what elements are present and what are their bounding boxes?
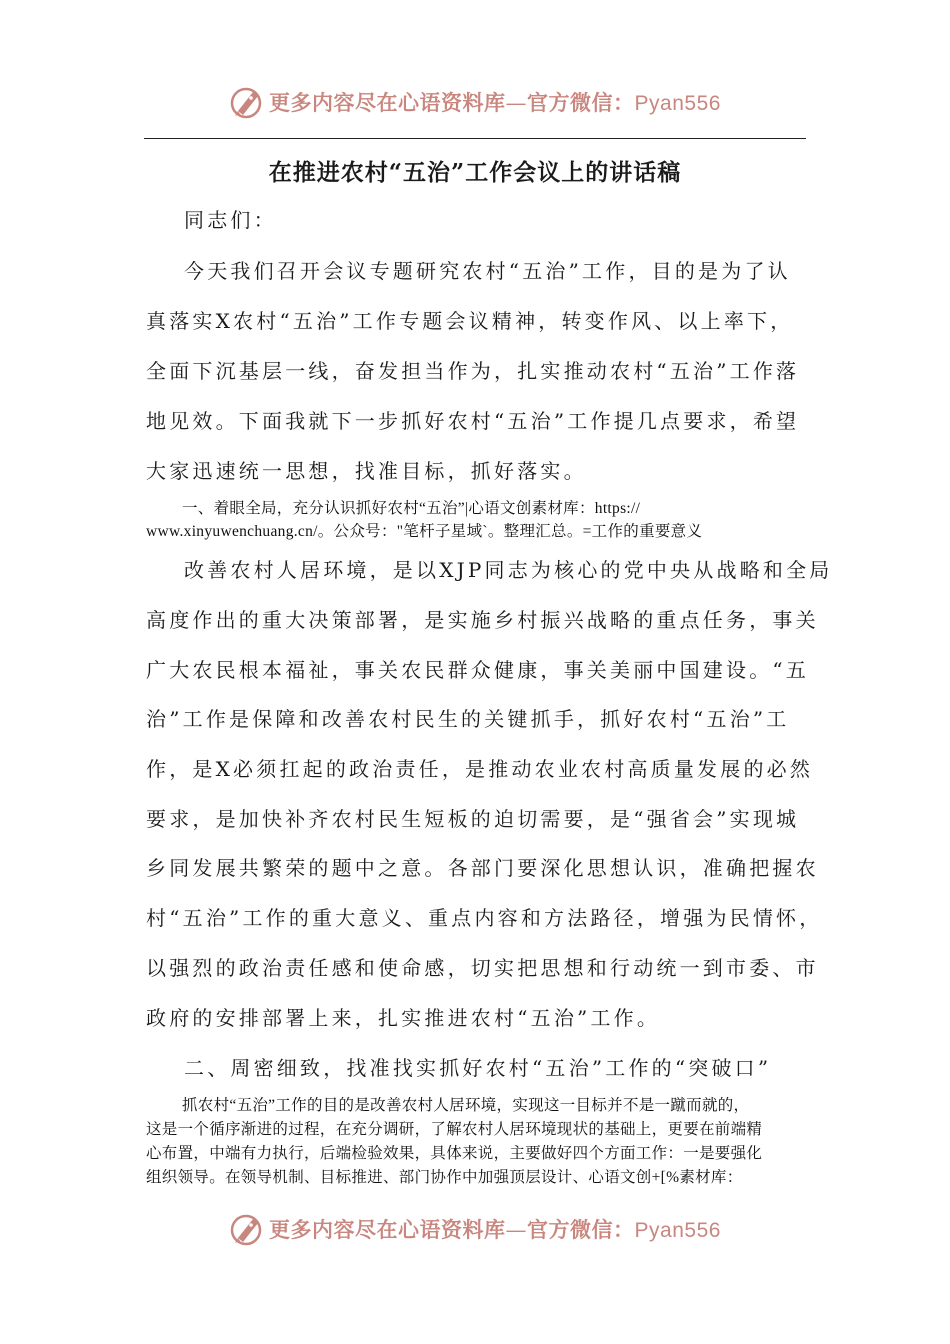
banner-text [269, 1214, 721, 1244]
pen-nib-logo-icon [229, 1211, 265, 1247]
section-2-paragraph [146, 1094, 806, 1190]
banner-slogan: 更多内容尽在心语资料库 [269, 1217, 506, 1242]
paragraph-line: 治”工作是保障和改善农村民生的关键抓手，抓好农村“五治”工 [146, 707, 790, 731]
paragraph-line: 政府的安排部署上来，扎实推进农村“五治”工作。 [146, 1006, 661, 1030]
paragraph-line: 地见效。下面我就下一步抓好农村“五治”工作提几点要求，希望 [146, 409, 800, 433]
paragraph-line: 以强烈的政治责任感和使命感，切实把思想和行动统一到市委、市 [146, 956, 819, 980]
section-heading-2: 二、周密细致，找准找实抓好农村“五治”工作的“突破口” [184, 1056, 772, 1080]
header-watermark-banner [0, 82, 950, 122]
paragraph-line: 要求，是加快补齐农村民生短板的迫切需要，是“强省会”实现城 [146, 807, 800, 831]
footer-watermark-banner [0, 1209, 950, 1249]
paragraph-line: 这是一个循序渐进的过程，在充分调研，了解农村人居环境现状的基础上，更要在前端精 [146, 1121, 763, 1138]
banner-separator: — [505, 91, 528, 115]
paragraph-line: 高度作出的重大决策部署，是实施乡村振兴战略的重点任务，事关 [146, 608, 819, 632]
banner-account: Pyan556 [634, 92, 721, 115]
paragraph-line: 作，是X必须扛起的政治责任，是推动农业农村高质量发展的必然 [146, 757, 814, 781]
banner-separator: — [505, 1218, 528, 1242]
heading-line: 一、着眼全局，充分认识抓好农村“五治”|心语文创素材库：https:// [182, 500, 641, 517]
salutation: 同志们： [184, 208, 277, 232]
banner-text [269, 87, 721, 117]
paragraph-line: 乡同发展共繁荣的题中之意。各部门要深化思想认识，准确把握农 [146, 856, 819, 880]
paragraph-line: 全面下沉基层一线，奋发担当作为，扎实推动农村“五治”工作落 [146, 359, 800, 383]
pen-nib-logo-icon [229, 84, 265, 120]
banner-wechat-label: 官方微信： [527, 1217, 635, 1242]
banner-slogan: 更多内容尽在心语资料库 [269, 90, 506, 115]
paragraph-line: 真落实X农村“五治”工作专题会议精神，转变作风、以上率下， [146, 309, 794, 333]
paragraph-line: 抓农村“五治”工作的目的是改善农村人居环境，实现这一目标并不是一蹴而就的， [182, 1097, 750, 1114]
paragraph-line: 大家迅速统一思想，找准目标，抓好落实。 [146, 459, 587, 483]
paragraph-line: 心布置，中端有力执行，后端检验效果，具体来说，主要做好四个方面工作：一是要强化 [146, 1145, 763, 1162]
header-divider [144, 138, 806, 139]
heading-line: www.xinyuwenchuang.cn/。公众号："笔杆子星域`。整理汇总。=工作的重要意义 [146, 523, 703, 540]
banner-wechat-label: 官方微信： [527, 90, 635, 115]
paragraph-line: 组织领导。在领导机制、目标推进、部门协作中加强顶层设计、心语文创+[%素材库： [146, 1169, 743, 1186]
document-title: 在推进农村“五治”工作会议上的讲话稿 [268, 159, 682, 186]
section-heading-1 [146, 497, 806, 543]
paragraph-line: 村“五治”工作的重大意义、重点内容和方法路径，增强为民情怀， [146, 906, 823, 930]
paragraph-line: 广大农民根本福祉，事关农民群众健康，事关美丽中国建设。“五 [146, 658, 810, 682]
paragraph-line: 改善农村人居环境，是以XJP同志为核心的党中央从战略和全局 [184, 558, 833, 582]
banner-account: Pyan556 [634, 1219, 721, 1242]
paragraph-line: 今天我们召开会议专题研究农村“五治”工作，目的是为了认 [184, 259, 791, 283]
